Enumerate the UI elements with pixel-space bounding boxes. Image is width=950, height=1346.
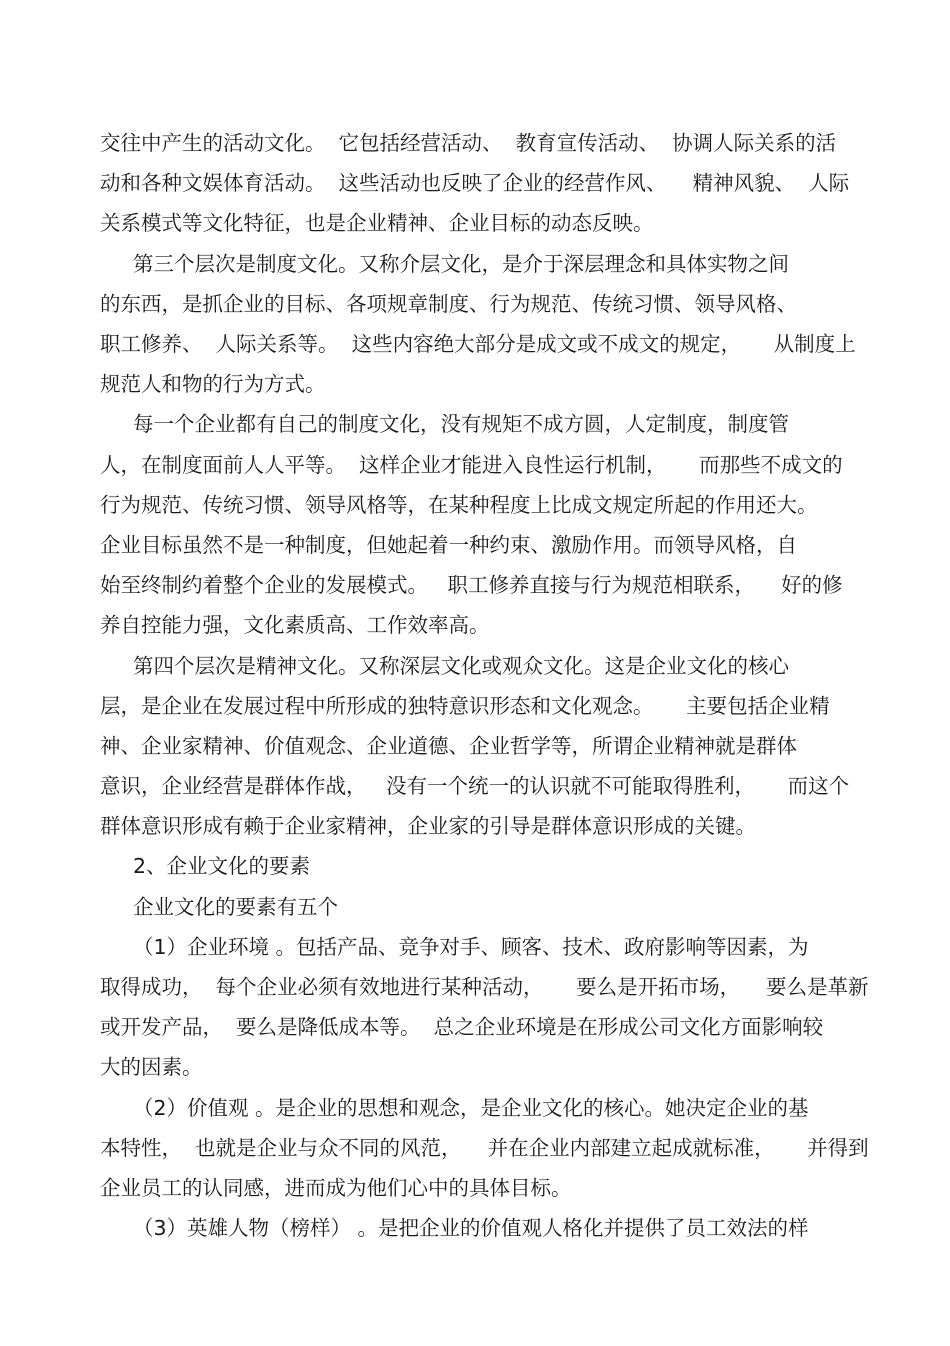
text-line: 层，是企业在发展过程中所形成的独特意识形态和文化观念。 主要包括企业精 [100, 694, 830, 718]
text-line: 企业员工的认同感，进而成为他们心中的具体目标。 [100, 1176, 572, 1200]
text-line: 意识，企业经营是群体作战， 没有一个统一的认识就不可能取得胜利， 而这个 [100, 774, 850, 798]
text-line: 企业文化的要素有五个 [133, 895, 338, 919]
text-line: 群体意识形成有赖于企业家精神，企业家的引导是群体意识形成的关键。 [100, 814, 756, 838]
text-line: 养自控能力强，文化素质高、工作效率高。 [100, 613, 490, 637]
list-item: （3）英雄人物（榜样） 。是把企业的价值观人格化并提供了员工效法的样 [133, 1216, 809, 1240]
text-line: 规范人和物的行为方式。 [100, 372, 326, 396]
text-line: 神、企业家精神、价值观念、企业道德、企业哲学等，所谓企业精神就是群体 [100, 734, 797, 758]
section-heading: 2、企业文化的要素 [133, 854, 311, 878]
text-line: 大的因素。 [100, 1055, 203, 1079]
text-line: 职工修养、 人际关系等。 这些内容绝大部分是成文或不成文的规定， 从制度上 [100, 332, 856, 356]
text-line: 第三个层次是制度文化。又称介层文化，是介于深层理念和具体实物之间 [133, 252, 789, 276]
text-line: 始至终制约着整个企业的发展模式。 职工修养直接与行为规范相联系， 好的修 [100, 573, 843, 597]
list-item: （2）价值观 。是企业的思想和观念，是企业文化的核心。她决定企业的基 [133, 1096, 809, 1120]
text-line: 行为规范、传统习惯、领导风格等，在某种程度上比成文规定所起的作用还大。 [100, 493, 818, 517]
list-item: （1）企业环境 。包括产品、竞争对手、顾客、技术、政府影响等因素，为 [133, 935, 809, 959]
text-line: 人，在制度面前人人平等。 这样企业才能进入良性运行机制， 而那些不成文的 [100, 453, 843, 477]
text-line: 的东西，是抓企业的目标、各项规章制度、行为规范、传统习惯、领导风格、 [100, 292, 797, 316]
text-line: 本特性， 也就是企业与众不同的风范， 并在企业内部建立起成就标准， 并得到 [100, 1136, 869, 1160]
text-line: 每一个企业都有自己的制度文化，没有规矩不成方圆，人定制度，制度管 [133, 412, 789, 436]
text-line: 取得成功， 每个企业必须有效地进行某种活动， 要么是开拓市场， 要么是革新 [100, 975, 869, 999]
text-line: 第四个层次是精神文化。又称深层文化或观众文化。这是企业文化的核心 [133, 654, 789, 678]
text-line: 动和各种文娱体育活动。 这些活动也反映了企业的经营作风、 精神风貌、 人际 [100, 171, 850, 195]
text-line: 或开发产品， 要么是降低成本等。 总之企业环境是在形成公司文化方面影响较 [100, 1015, 824, 1039]
text-line: 关系模式等文化特征，也是企业精神、企业目标的动态反映。 [100, 211, 654, 235]
text-line: 企业目标虽然不是一种制度，但她起着一种约束、激励作用。而领导风格，自 [100, 533, 797, 557]
text-line: 交往中产生的活动文化。 它包括经营活动、 教育宣传活动、 协调人际关系的活 [100, 131, 837, 155]
